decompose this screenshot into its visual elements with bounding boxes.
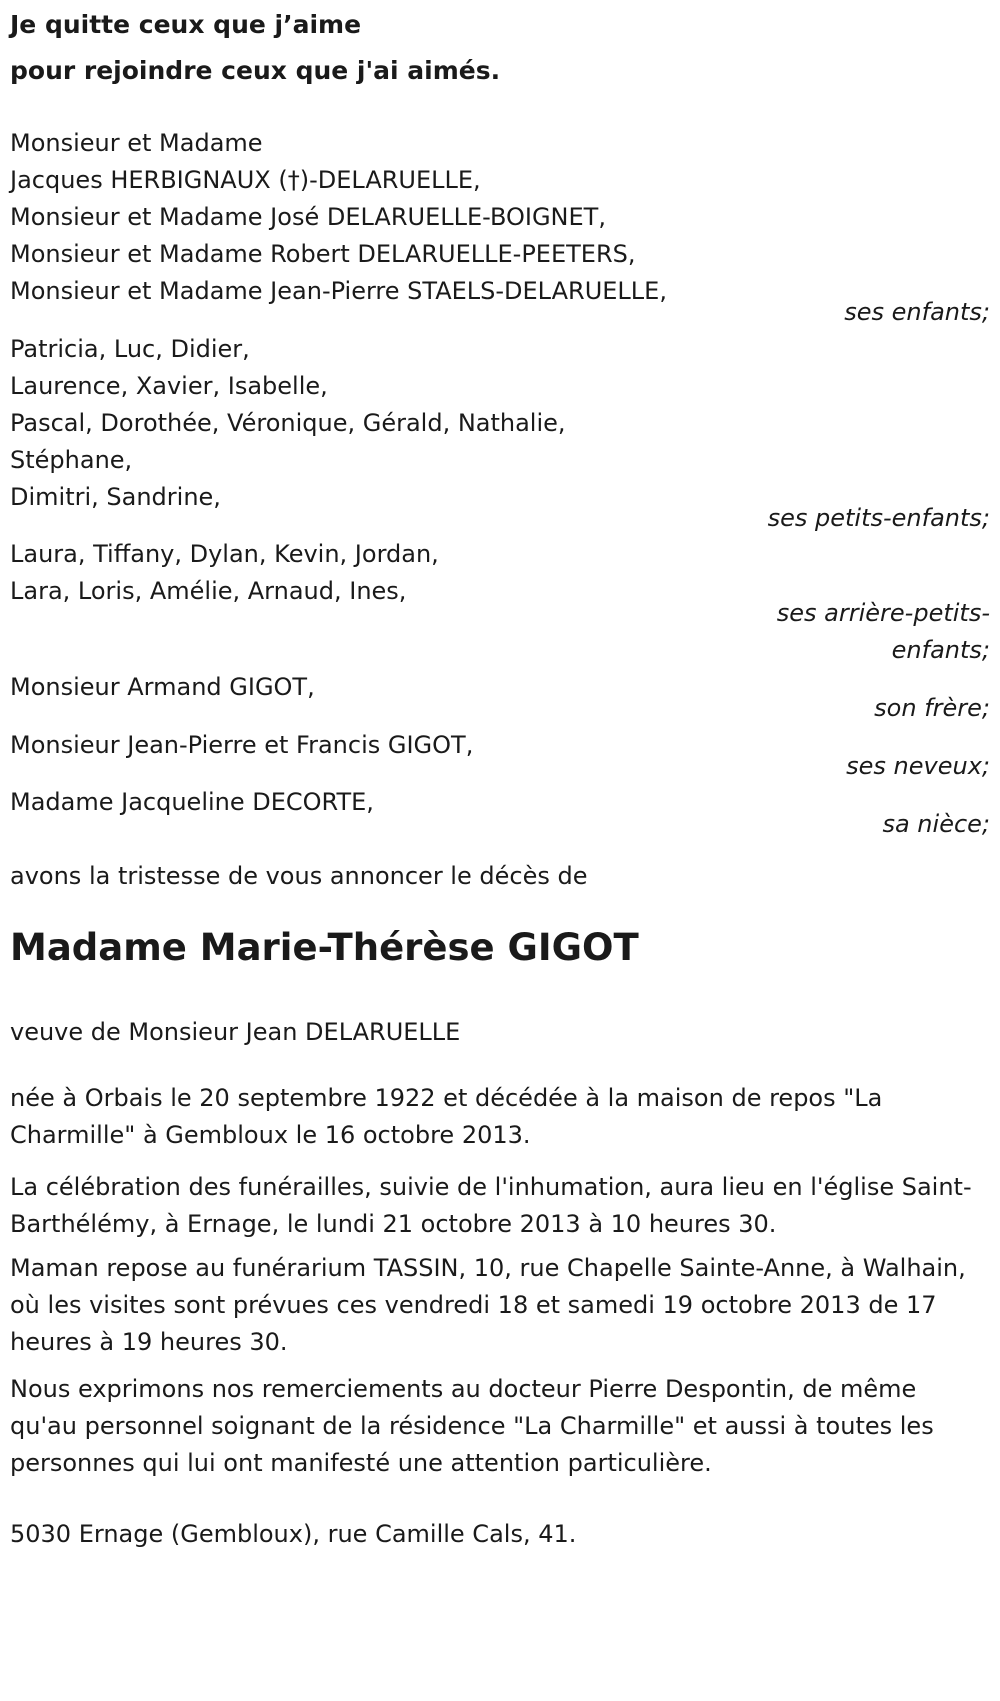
family-line: Madame Jacqueline DECORTE, <box>10 788 374 816</box>
visitation-paragraph: Maman repose au funérarium TASSIN, 10, rue Chapelle Sainte-Anne, à Walhain, où les visites sont prévues ces vendredi 18 et samedi 19 octobre 2013 de 17 heures à 19 heures 30. <box>10 1254 966 1356</box>
deceased-name: Madame Marie-Thérèse GIGOT <box>10 926 639 969</box>
thanks-paragraph: Nous exprimons nos remerciements au docteur Pierre Despontin, de même qu'au personnel soignant de la résidence "La Charmille" et aussi à toutes les personnes qui lui ont manifesté une attention particulière. <box>10 1375 934 1477</box>
family-line: Patricia, Luc, Didier, <box>10 335 250 363</box>
relation-label-grandchildren: ses petits-enfants; <box>767 504 990 532</box>
family-line: Monsieur Armand GIGOT, <box>10 673 315 701</box>
family-line: Pascal, Dorothée, Véronique, Gérald, Nathalie, <box>10 409 566 437</box>
epigraph-line-2: pour rejoindre ceux que j'ai aimés. <box>10 56 501 85</box>
birth-death-paragraph: née à Orbais le 20 septembre 1922 et décédée à la maison de repos "La Charmille" à Gembloux le 16 octobre 2013. <box>10 1084 883 1149</box>
relation-label-great-grandchildren-1: ses arrière-petits- <box>776 599 990 627</box>
family-line: Laurence, Xavier, Isabelle, <box>10 372 328 400</box>
relation-label-niece: sa nièce; <box>882 810 990 838</box>
family-line: Lara, Loris, Amélie, Arnaud, Ines, <box>10 577 407 605</box>
epigraph-line-1: Je quitte ceux que j’aime <box>10 10 362 39</box>
family-line: Jacques HERBIGNAUX (†)-DELARUELLE, <box>10 166 481 194</box>
family-line: Monsieur et Madame José DELARUELLE-BOIGNET, <box>10 203 606 231</box>
family-line: Laura, Tiffany, Dylan, Kevin, Jordan, <box>10 540 439 568</box>
address-text: 5030 Ernage (Gembloux), rue Camille Cals, 41. <box>10 1520 577 1548</box>
family-line: Monsieur Jean-Pierre et Francis GIGOT, <box>10 731 474 759</box>
widow-of-text: veuve de Monsieur Jean DELARUELLE <box>10 1018 461 1046</box>
funeral-paragraph: La célébration des funérailles, suivie de l'inhumation, aura lieu en l'église Saint-Barthélémy, à Ernage, le lundi 21 octobre 2013 à 10 heures 30. <box>10 1173 972 1238</box>
relation-label-brother: son frère; <box>874 694 990 722</box>
relation-label-nephews: ses neveux; <box>846 752 990 780</box>
family-line: Monsieur et Madame Robert DELARUELLE-PEETERS, <box>10 240 636 268</box>
family-line: Dimitri, Sandrine, <box>10 483 221 511</box>
relation-label-children: ses enfants; <box>844 298 990 326</box>
announcement-text: avons la tristesse de vous annoncer le décès de <box>10 862 588 890</box>
relation-label-great-grandchildren-2: enfants; <box>891 636 990 664</box>
family-line: Monsieur et Madame <box>10 129 263 157</box>
family-line: Monsieur et Madame Jean-Pierre STAELS-DELARUELLE, <box>10 277 667 305</box>
family-line: Stéphane, <box>10 446 133 474</box>
